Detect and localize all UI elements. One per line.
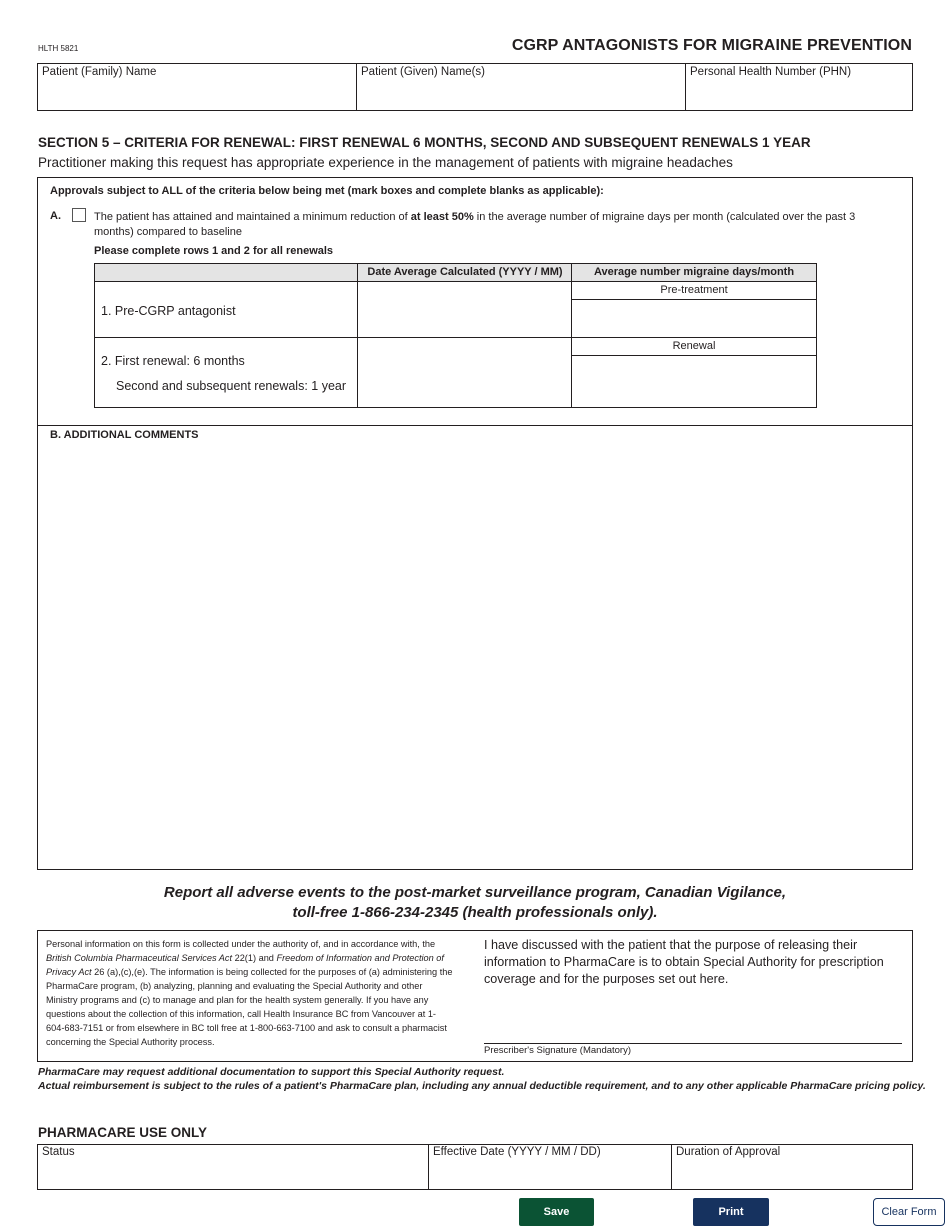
form-code: HLTH 5821: [38, 44, 79, 53]
row1-date-input[interactable]: [359, 283, 570, 336]
duration-field[interactable]: [672, 1145, 912, 1189]
patient-given-name-field[interactable]: [357, 64, 686, 110]
section-subtitle: Practitioner making this request has appropriate experience in the management of patients with migraine headaches: [38, 155, 733, 170]
additional-comments-input[interactable]: [40, 445, 910, 865]
criterion-a-checkbox[interactable]: [72, 208, 86, 222]
phn-label: Personal Health Number (PHN): [690, 66, 852, 78]
form-title: CGRP ANTAGONISTS FOR MIGRAINE PREVENTION: [511, 37, 912, 54]
duration-label: Duration of Approval: [676, 1146, 781, 1158]
patient-info-box: [37, 63, 913, 111]
reimbursement-note: Actual reimbursement is subject to the rules of a patient's PharmaCare plan, including any annual deductible requirement, and to any other applicable PharmaCare pricing policy.: [38, 1080, 926, 1092]
status-label: Status: [42, 1146, 75, 1158]
row2-label: 2. First renewal: 6 months: [101, 354, 245, 368]
criteria-table: [94, 263, 817, 408]
approvals-text: Approvals subject to ALL of the criteria below being met (mark boxes and complete blanks as applicable):: [50, 185, 604, 197]
table-header-average: Average number migraine days/month: [572, 264, 816, 282]
row1-label: 1. Pre-CGRP antagonist: [101, 304, 236, 318]
table-header-date: Date Average Calculated (YYYY / MM): [358, 264, 572, 282]
clear-form-button[interactable]: Clear Form: [873, 1198, 945, 1226]
section-title: SECTION 5 – CRITERIA FOR RENEWAL: FIRST RENEWAL 6 MONTHS, SECOND AND SUBSEQUENT RENEWALS 1 YEAR: [38, 135, 811, 150]
documentation-note: PharmaCare may request additional documentation to support this Special Authority request.: [38, 1066, 505, 1078]
effective-date-label: Effective Date (YYYY / MM / DD): [433, 1146, 601, 1158]
criterion-a-letter: A.: [50, 210, 61, 222]
signature-line[interactable]: [484, 1043, 902, 1044]
section-divider: [37, 425, 913, 426]
row1-average-input[interactable]: [573, 301, 815, 336]
adverse-events-notice: [37, 883, 913, 923]
row2-date-input[interactable]: [359, 339, 570, 406]
privacy-statement: Personal information on this form is collected under the authority of, and in accordance with, the British Columbia Pharmaceutical Services Act 22(1) and Freedom of Information and Protection of Privacy Act 26 (a),(c),(e). The information is being collected for the purposes of (a) administering the PharmaCare program, (b) analyzing, planning and evaluating the Special Authority and other Ministry programs and (c) to manage and plan for the health system generally. If you have any questions about the collection of this information, call Health Insurance BC from Vancouver at 1-604-683-7151 or from elsewhere in BC toll free at 1-800-663-7100 and ask to consult a pharmacist concerning the Special Authority process.: [46, 939, 453, 1047]
pharmacare-use-box: [37, 1144, 913, 1190]
rows-note: Please complete rows 1 and 2 for all renewals: [94, 245, 334, 257]
signature-label: Prescriber's Signature (Mandatory): [484, 1045, 632, 1056]
row2-label-secondary: Second and subsequent renewals: 1 year: [116, 379, 347, 393]
adverse-line-1: Report all adverse events to the post-market surveillance program, Canadian Vigilance,: [163, 884, 787, 901]
patient-family-name-label: Patient (Family) Name: [42, 66, 157, 78]
patient-family-name-field[interactable]: [38, 64, 357, 110]
adverse-line-2: toll-free 1-866-234-2345 (health professionals only).: [292, 904, 658, 921]
status-field[interactable]: [38, 1145, 429, 1189]
criterion-a-text: The patient has attained and maintained a minimum reduction of at least 50% in the average number of migraine days per month (calculated over the past 3 months) compared to baseline: [94, 211, 856, 238]
patient-given-name-label: Patient (Given) Name(s): [361, 66, 485, 78]
pharmacare-use-title: PHARMACARE USE ONLY: [38, 1125, 208, 1140]
effective-date-field[interactable]: [429, 1145, 672, 1189]
row2-average-input[interactable]: [573, 357, 815, 406]
print-button[interactable]: Print: [693, 1198, 769, 1226]
additional-comments-label: B. ADDITIONAL COMMENTS: [50, 429, 199, 441]
row1-pretreatment-label: Pre-treatment: [660, 284, 728, 296]
consent-statement: I have discussed with the patient that the purpose of releasing their information to PharmaCare is to obtain Special Authority for prescription coverage and for the purposes set out here.: [484, 938, 884, 986]
phn-field[interactable]: [686, 64, 912, 110]
row2-renewal-label: Renewal: [672, 340, 716, 352]
table-header-blank: [95, 264, 358, 282]
save-button[interactable]: Save: [519, 1198, 594, 1226]
